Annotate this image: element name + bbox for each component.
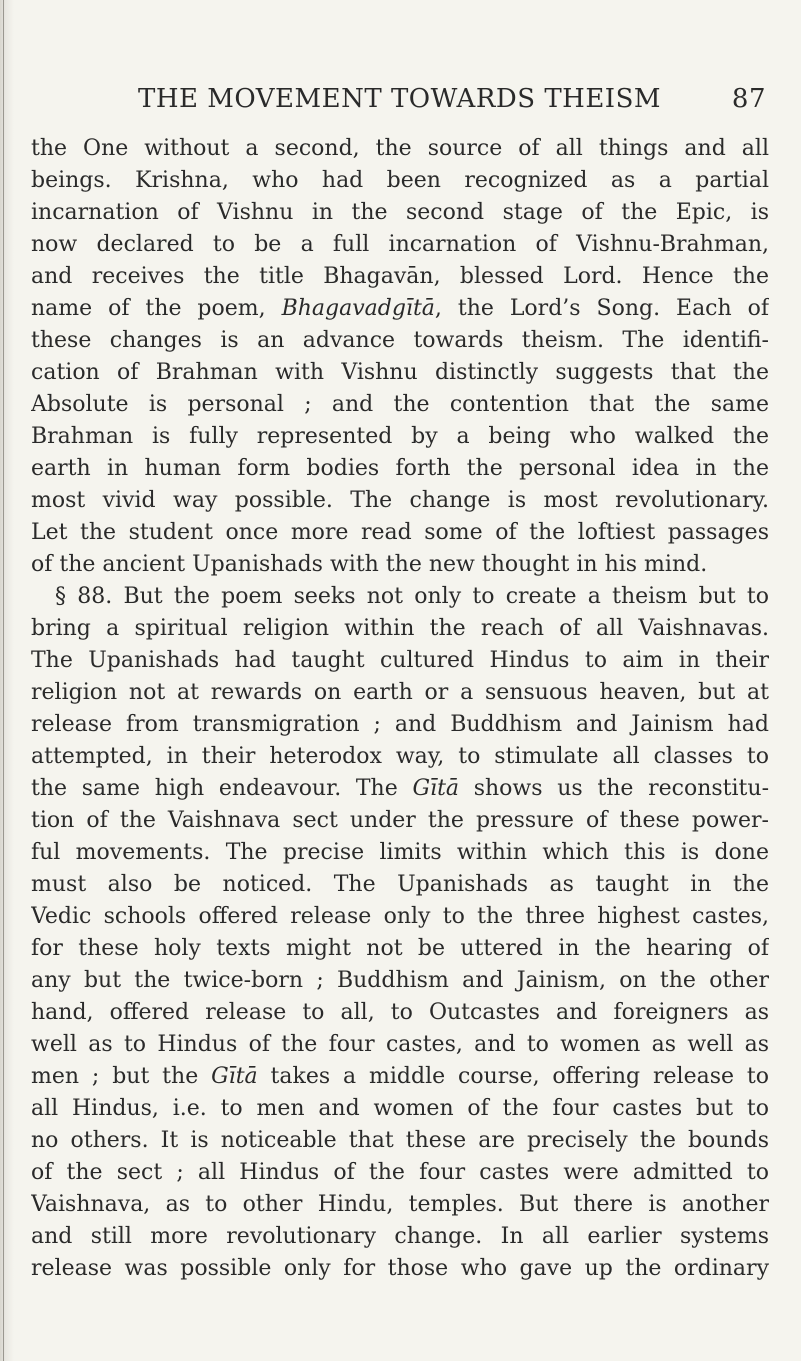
text-line (31, 293, 769, 325)
text-fragment: , the Lord’s Song. Each of (434, 296, 769, 321)
text-line: Let the student once more read some of the loftiest passages (31, 520, 769, 545)
text-line: release was possible only for those who gave up the ordinary (31, 1256, 769, 1281)
running-head (138, 84, 766, 118)
text-line: no others. It is noticeable that these are precisely the bounds (31, 1128, 769, 1153)
text-line: Absolute is personal ; and the contention that the same (31, 392, 769, 417)
text-fragment: takes a middle course, offering release to (257, 1064, 769, 1089)
work-title-italic: Gītā (412, 776, 460, 801)
text-line: Vedic schools offered release only to the three highest castes, (31, 904, 769, 929)
text-line: the One without a second, the source of all things and all (31, 136, 769, 161)
text-line: § 88. But the poem seeks not only to create a theism but to (55, 584, 769, 609)
work-title-italic: Bhagavadgītā (281, 296, 435, 321)
text-line: earth in human form bodies forth the personal idea in the (31, 456, 769, 481)
text-line: release from transmigration ; and Buddhism and Jainism had (31, 712, 769, 737)
text-line: any but the twice-born ; Buddhism and Jainism, on the other (31, 968, 769, 993)
text-line: now declared to be a full incarnation of Vishnu-Brahman, (31, 232, 769, 257)
text-line: Vaishnava, as to other Hindu, temples. But there is another (31, 1192, 769, 1217)
page-number: 87 (731, 84, 766, 114)
text-line: these changes is an advance towards theism. The identifi- (31, 328, 769, 353)
text-line: The Upanishads had taught cultured Hindus to aim in their (31, 648, 769, 673)
text-line: for these holy texts might not be uttered in the hearing of (31, 936, 769, 961)
text-line (31, 1061, 769, 1093)
text-line: all Hindus, i.e. to men and women of the four castes but to (31, 1096, 769, 1121)
text-line: well as to Hindus of the four castes, and to women as well as (31, 1032, 769, 1057)
text-line: most vivid way possible. The change is most revolutionary. (31, 488, 769, 513)
text-line: incarnation of Vishnu in the second stage of the Epic, is (31, 200, 769, 225)
text-fragment: men ; but the (31, 1064, 212, 1089)
text-fragment: name of the poem, (31, 296, 282, 321)
text-line: ful movements. The precise limits within which this is done (31, 840, 769, 865)
text-line: tion of the Vaishnava sect under the pressure of these power- (31, 808, 769, 833)
text-fragment: the same high endeavour. The (31, 776, 413, 801)
text-line: of the ancient Upanishads with the new thought in his mind. (31, 552, 708, 577)
text-line: bring a spiritual religion within the reach of all Vaishnavas. (31, 616, 769, 641)
text-fragment: shows us the reconstitu- (459, 776, 769, 801)
text-line: cation of Brahman with Vishnu distinctly suggests that the (31, 360, 769, 385)
text-body (31, 133, 769, 1285)
text-line: and receives the title Bhagavān, blessed Lord. Hence the (31, 264, 769, 289)
text-line: of the sect ; all Hindus of the four castes were admitted to (31, 1160, 769, 1185)
text-line: and still more revolutionary change. In all earlier systems (31, 1224, 769, 1249)
text-line: religion not at rewards on earth or a sensuous heaven, but at (31, 680, 769, 705)
text-line: must also be noticed. The Upanishads as taught in the (31, 872, 769, 897)
text-line: attempted, in their heterodox way, to stimulate all classes to (31, 744, 769, 769)
text-line (31, 773, 769, 805)
binding-line (3, 0, 4, 1361)
running-title: THE MOVEMENT TOWARDS THEISM (138, 84, 662, 114)
text-line: beings. Krishna, who had been recognized as a partial (31, 168, 769, 193)
work-title-italic: Gītā (211, 1064, 258, 1089)
text-line: hand, offered release to all, to Outcastes and foreigners as (31, 1000, 769, 1025)
text-line: Brahman is fully represented by a being who walked the (31, 424, 769, 449)
